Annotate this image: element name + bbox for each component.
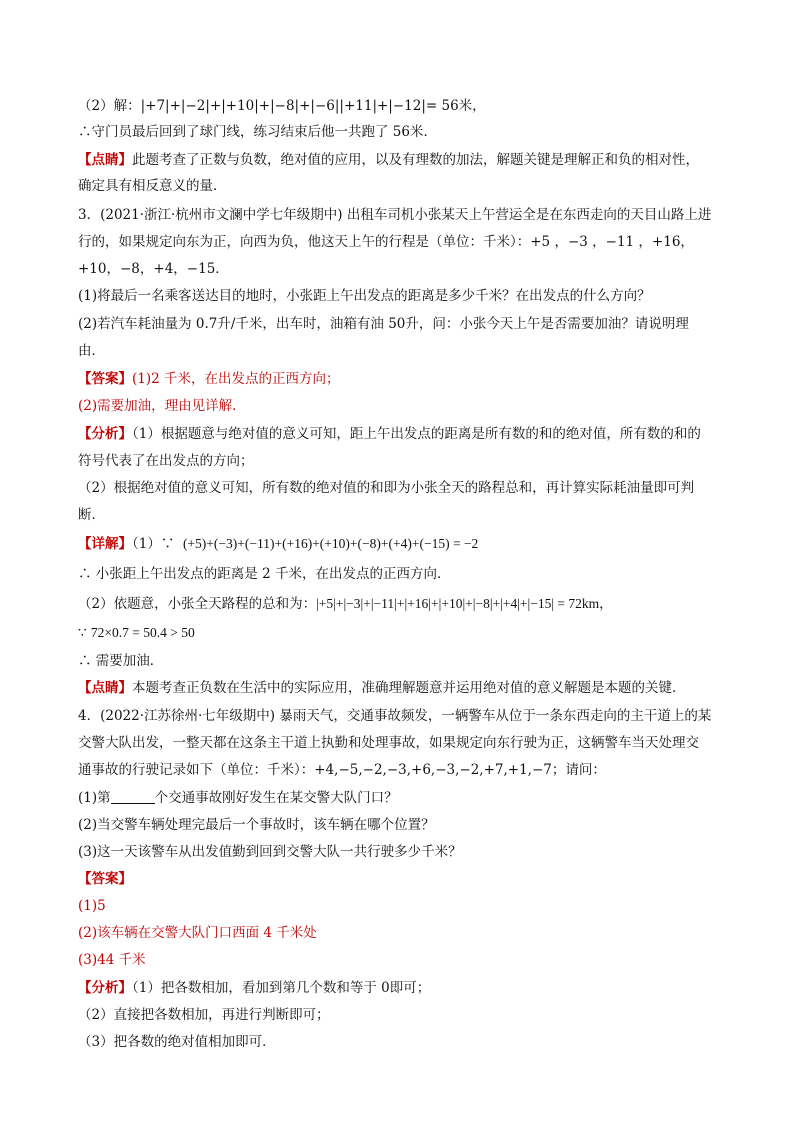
q3-stem-line3: +10，−8，+4，−15． (78, 261, 229, 277)
q4-sub2: (2)当交警车辆处理完最后一个事故时，该车辆在哪个位置？ (78, 817, 435, 833)
analysis-text-2: （1）把各数相加，看加到第几个数和等于 0即可； (132, 980, 431, 996)
dianjing-text-2: 本题考查正负数在生活中的实际应用，准确理解题意并运用绝对值的意义解题是本题的关键． (132, 680, 686, 696)
detail-prefix: （1） (132, 536, 161, 552)
dianjing1-line1 (78, 147, 718, 173)
q3-stem-line2: 行的，如果规定向东为正，向西为负，他这天上午的行程是（单位：千米）：+5 ，−3 ，−11 ，+16， (78, 234, 694, 250)
q3-stem-line1: 3．(2021·浙江·杭州市文澜中学七年级期中) 出租车司机小张某天上午营运全是在东西走向的天目山路上进 (78, 207, 712, 223)
q3-detail-line3 (78, 591, 718, 617)
sum-expression: (+5)+(−3)+(−11)+(+16)+(+10)+(−8)+(+4)+(−15) = −2 (182, 536, 479, 551)
q3-analysis-line1 (78, 421, 718, 447)
q3-detail-line5: ∴ 需要加油． (78, 653, 164, 669)
answer-tag-2: 【答案】 (78, 871, 132, 887)
q4-stem-line3: 通事故的行驶记录如下（单位：千米）：+4,−5,−2,−3,+6,−3,−2,+7,+1,−7；请问： (78, 762, 606, 778)
q3-analysis-line3: （2）根据绝对值的意义可知，所有数的绝对值的和即为小张全天的路程总和，再计算实际耗油量即可判 (78, 480, 695, 496)
dianjing-tag: 【点睛】 (78, 152, 132, 168)
abs-sum-expression: |+5|+|−3|+|−11|+|+16|+|+10|+|−8|+|+4|+|−15| = 72km (316, 596, 600, 611)
q3-detail-line4 (78, 620, 718, 646)
q3-answer-line1 (78, 366, 718, 392)
detail3-end: ， (599, 596, 613, 612)
dianjing-tag-2: 【点睛】 (78, 680, 132, 696)
detail-tag: 【详解】 (78, 536, 132, 552)
q4-sub1-prefix: (1)第 (78, 790, 111, 806)
q4-analysis-line1 (78, 975, 718, 1001)
answer-blank (111, 789, 155, 804)
q4-stem-line1: 4．(2022·江苏徐州·七年级期中) 暴雨天气，交通事故频发，一辆警车从位于一条东西走向的主干道上的某 (78, 708, 712, 724)
q3-sub2-line2: 由． (78, 343, 105, 359)
fuel-expression: 72×0.7 = 50.4 > 50 (90, 625, 195, 640)
q3-answer-line2: (2)需要加油，理由见详解． (78, 398, 246, 414)
analysis-tag: 【分析】 (78, 426, 132, 442)
q3-analysis-line2: 符号代表了在出发点的方向； (78, 453, 254, 469)
q4-analysis-line2: （2）直接把各数相加，再进行判断即可； (78, 1007, 330, 1023)
dianjing-text: 此题考查了正数与负数，绝对值的应用，以及有理数的加法，解题关键是理解正和负的相对性， (132, 152, 699, 168)
because-symbol-2: ∵ (78, 625, 87, 641)
q4-sub1 (78, 785, 718, 811)
q3-sub1: (1)将最后一名乘客送达目的地时，小张距上午出发点的距离是多少千米？在出发点的什么方向？ (78, 288, 651, 304)
q3-analysis-line4: 断． (78, 507, 105, 523)
answer-tag: 【答案】 (78, 371, 132, 387)
q4-sub1-suffix: 个交通事故刚好发生在某交警大队门口？ (154, 790, 398, 806)
q2-solution-line2: ∴守门员最后回到了球门线，练习结束后他一共跑了 56米． (78, 124, 437, 140)
q4-analysis-line3: （3）把各数的绝对值相加即可． (78, 1034, 276, 1050)
q4-answer-line2: (2)该车辆在交警大队门口西面 4 千米处 (78, 925, 317, 941)
q3-detail-line1 (78, 531, 718, 557)
q3-sub2-line1: (2)若汽车耗油量为 0.7升/千米，出车时，油箱有油 50升，问：小张今天上午是否需要加油？请说明理 (78, 316, 689, 332)
q4-stem-line2: 交警大队出发，一整天都在这条主干道上执勤和处理事故，如果规定向东行驶为正，这辆警车当天处理交 (78, 735, 699, 751)
q4-answer-line1: (1)5 (78, 898, 106, 914)
dianjing1-line2: 确定具有相反意义的量． (78, 178, 227, 194)
q4-answer-line3: (3)44 千米 (78, 952, 146, 968)
because-symbol: ∵ (160, 536, 175, 552)
analysis-tag-2: 【分析】 (78, 980, 132, 996)
answer-text: (1)2 千米，在出发点的正西方向； (132, 371, 340, 387)
q4-answer-tag-line (78, 866, 718, 892)
q3-detail-line2: ∴ 小张距上午出发点的距离是 2 千米，在出发点的正西方向． (78, 566, 451, 582)
detail3-text: （2）依题意，小张全天路程的总和为： (78, 596, 317, 612)
q4-sub3: (3)这一天该警车从出发值勤到回到交警大队一共行驶多少千米？ (78, 844, 462, 860)
q2-solution-line1: （2）解：|+7|+|−2|+|+10|+|−8|+|−6||+11|+|−12|= 56米， (78, 98, 486, 114)
analysis-text: （1）根据题意与绝对值的意义可知，距上午出发点的距离是所有数的和的绝对值，所有数的和的 (132, 426, 701, 442)
q3-dianjing-line (78, 675, 718, 701)
